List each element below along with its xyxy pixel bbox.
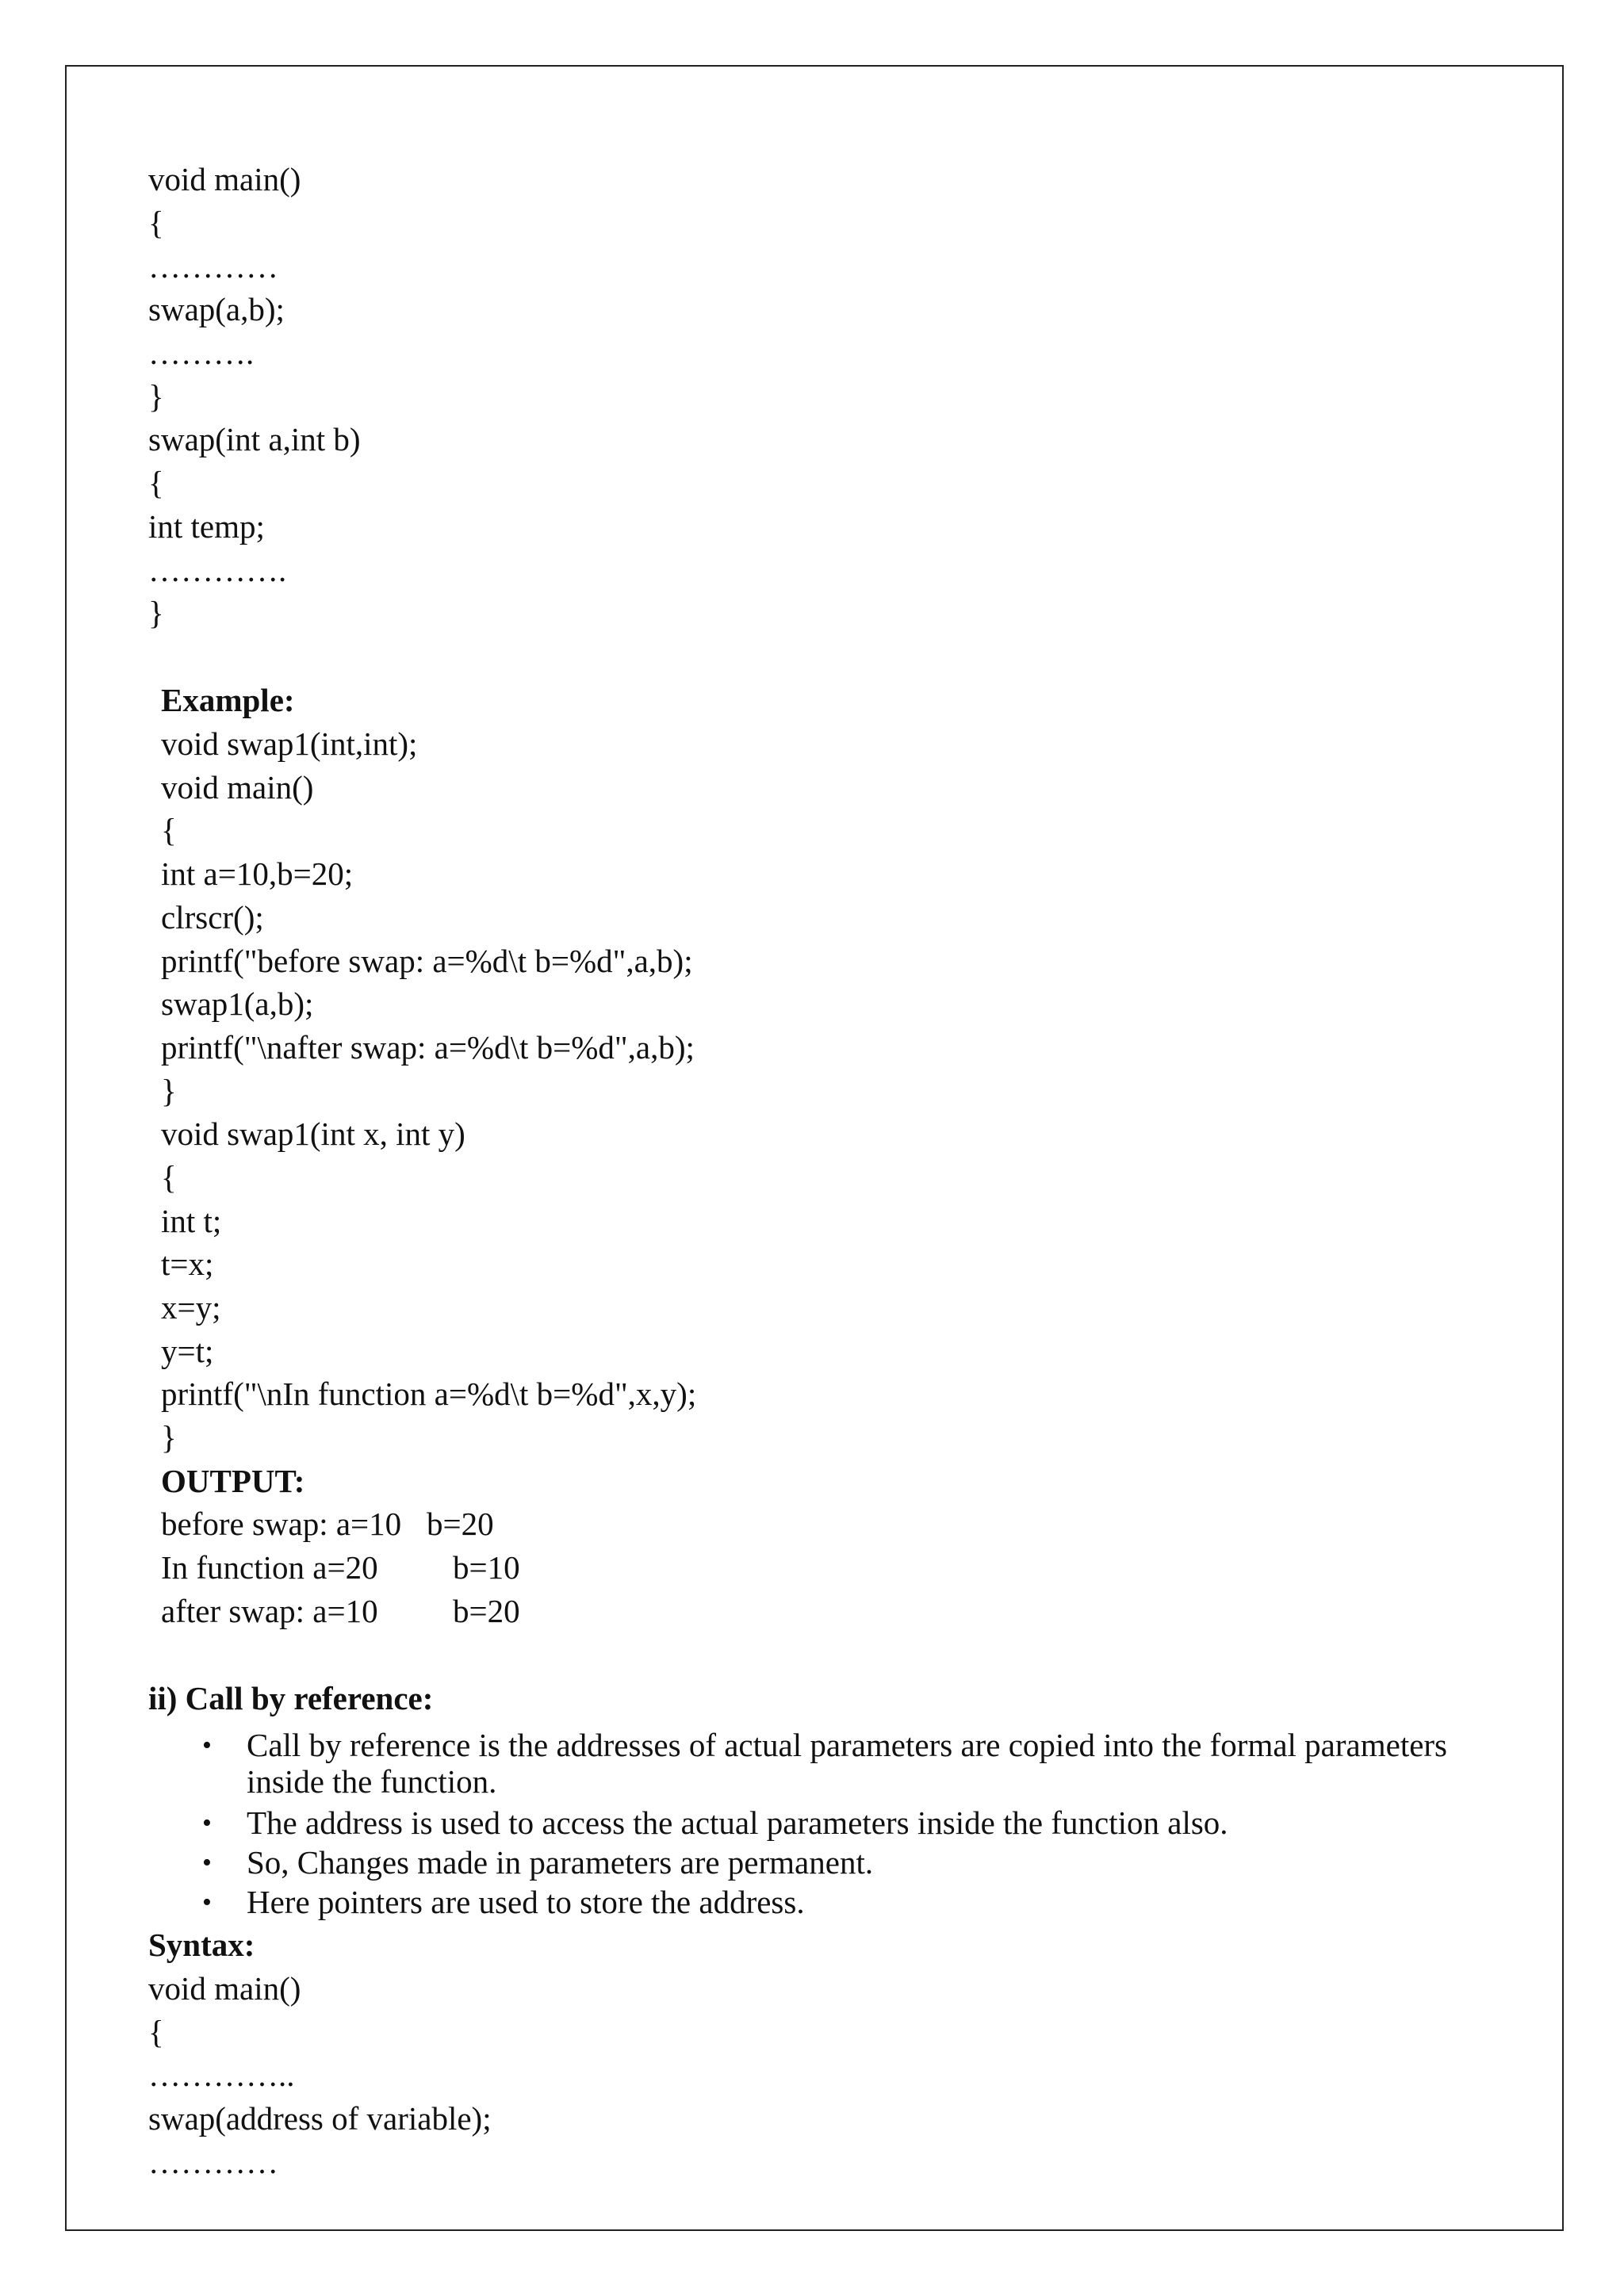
code-line: swap1(a,b); [161,985,314,1022]
bullet-item: So, Changes made in parameters are permanent. [247,1844,874,1881]
code-line: swap(a,b); [148,291,285,327]
output-line-label: In function a=20 [161,1549,378,1586]
code-line: int a=10,b=20; [161,855,354,892]
syntax-heading: Syntax: [148,1927,255,1963]
code-line: ………… [148,2144,278,2180]
code-line: { [148,2014,164,2050]
output-line-value: b=20 [453,1593,520,1629]
code-line: ………….. [148,2057,295,2093]
bullet-icon: • [202,1808,212,1838]
code-line: ………… [148,248,278,285]
output-line-value: b=20 [427,1506,494,1542]
output-line-label: after swap: a=10 [161,1593,378,1629]
code-line: ………. [148,335,255,371]
code-line: } [161,1073,177,1109]
code-line: void main() [148,161,301,197]
example-heading: Example: [161,682,295,718]
code-line: void main() [161,769,314,806]
code-line: y=t; [161,1333,214,1369]
code-line: } [161,1419,177,1456]
code-line: { [161,1159,177,1196]
bullet-icon: • [202,1848,212,1877]
code-line: t=x; [161,1246,214,1282]
code-line: { [148,465,164,501]
code-line: swap(int a,int b) [148,421,361,457]
bullet-item: Call by reference is the addresses of actual parameters are copied into the formal parameters inside the function. [247,1727,1448,1800]
bullet-icon: • [202,1888,212,1917]
code-line: clrscr(); [161,899,264,936]
code-line: swap(address of variable); [148,2100,492,2137]
output-heading: OUTPUT: [161,1463,305,1499]
bullet-item: The address is used to access the actual parameters inside the function also. [247,1804,1228,1841]
section-heading: ii) Call by reference: [148,1680,434,1716]
code-line: int temp; [148,508,265,545]
code-line: } [148,595,164,631]
code-line: …………. [148,552,287,588]
output-line-label: before swap: a=10 [161,1506,402,1542]
code-line: x=y; [161,1289,221,1326]
bullet-icon: • [202,1731,212,1760]
code-line: void main() [148,1970,301,2007]
code-line: printf("\nafter swap: a=%d\t b=%d",a,b); [161,1029,695,1066]
code-line: int t; [161,1203,222,1239]
code-line: } [148,378,164,415]
code-line: void swap1(int x, int y) [161,1115,465,1152]
bullet-item: Here pointers are used to store the address. [247,1884,805,1920]
code-line: { [161,812,177,848]
code-line: printf("\nIn function a=%d\t b=%d",x,y); [161,1376,697,1412]
code-line: void swap1(int,int); [161,725,418,762]
code-line: printf("before swap: a=%d\t b=%d",a,b); [161,943,693,979]
code-line: { [148,205,164,241]
output-line-value: b=10 [453,1549,520,1586]
